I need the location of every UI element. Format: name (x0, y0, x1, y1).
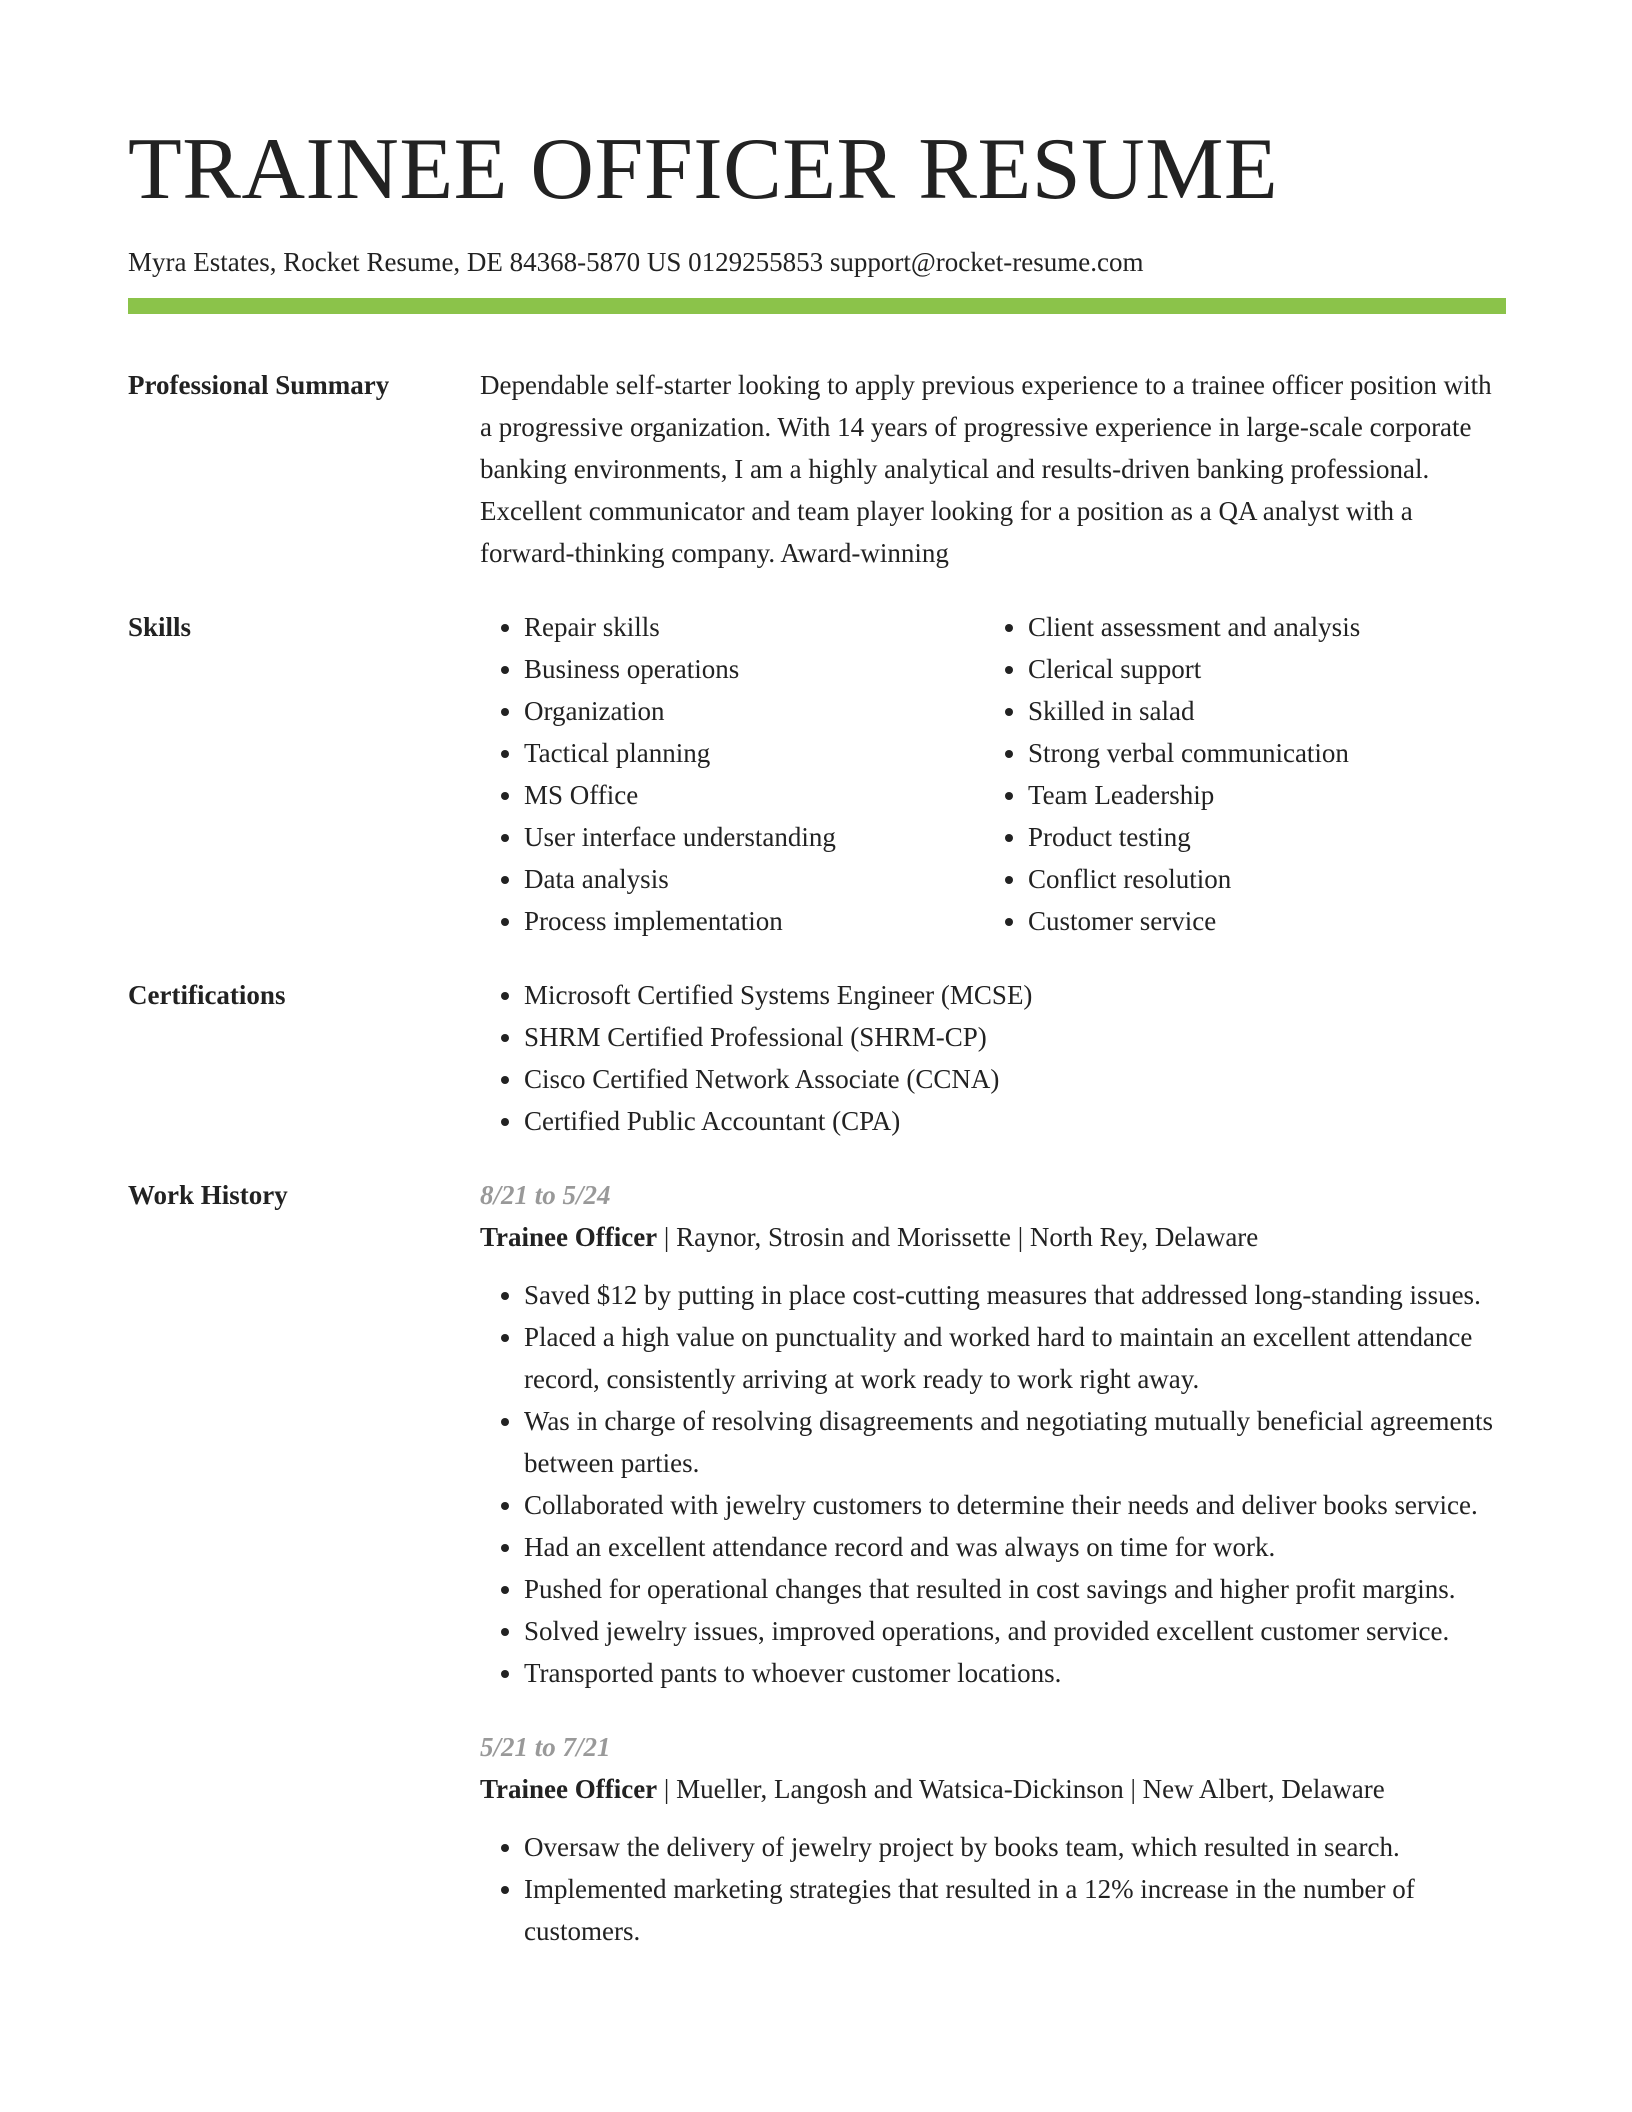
job-heading (480, 1768, 1506, 1810)
job-bullet: • Saved $12 by putting in place cost-cutting measures that addressed long-standing issues. (524, 1274, 1506, 1316)
certifications-list (480, 974, 1506, 1142)
skill-item: • Process implementation (524, 900, 984, 942)
job-bullet: • Oversaw the delivery of jewelry project by books team, which resulted in search. (524, 1826, 1506, 1868)
job-details: | Mueller, Langosh and Watsica-Dickinson | New Albert, Delaware (657, 1774, 1385, 1804)
certification-item: • Cisco Certified Network Associate (CCNA) (524, 1058, 1506, 1100)
certification-item: • Certified Public Accountant (CPA) (524, 1100, 1506, 1142)
skill-item: • Customer service (1028, 900, 1504, 942)
skill-item: • Product testing (1028, 816, 1504, 858)
job-title: Trainee Officer (480, 1222, 658, 1252)
job-bullet: • Solved jewelry issues, improved operations, and provided excellent customer service. (524, 1610, 1506, 1652)
summary-text: Dependable self-starter looking to apply previous experience to a trainee officer position with a progressive organization. With 14 years of progressive experience in large-scale corporate banking environments, I am a highly analytical and results-driven banking professional. Excellent communicator and team player looking for a position as a QA analyst with a forward-thinking company. Award-winning (480, 370, 1492, 568)
skills-label: Skills (128, 612, 192, 642)
skills-column-1 (480, 606, 984, 942)
job-bullets (480, 1274, 1506, 1694)
skills-section (128, 606, 1506, 942)
skill-item: • Strong verbal communication (1028, 732, 1504, 774)
job-bullet: • Had an excellent attendance record and was always on time for work. (524, 1526, 1506, 1568)
skills-list-1 (480, 606, 984, 942)
resume-title: TRAINEE OFFICER RESUME (128, 121, 1279, 218)
skill-item: • Skilled in salad (1028, 690, 1504, 732)
work-history-section (128, 1174, 1506, 1952)
skills-column-2 (984, 606, 1504, 942)
accent-divider (128, 298, 1506, 314)
job-bullet: • Transported pants to whoever customer locations. (524, 1652, 1506, 1694)
skill-item: • Tactical planning (524, 732, 984, 774)
job-heading (480, 1216, 1506, 1258)
job-dates: 5/21 to 7/21 (480, 1732, 611, 1762)
certifications-body (480, 974, 1506, 1142)
summary-section (128, 364, 1506, 574)
resume-page (128, 0, 1506, 1952)
skill-item: • Clerical support (1028, 648, 1504, 690)
work-history-body (480, 1174, 1506, 1952)
contact-line: Myra Estates, Rocket Resume, DE 84368-5870 US 0129255853 support@rocket-resume.com (128, 247, 1144, 277)
skill-item: • Conflict resolution (1028, 858, 1504, 900)
job-bullet: • Collaborated with jewelry customers to determine their needs and deliver books service. (524, 1484, 1506, 1526)
summary-label: Professional Summary (128, 370, 390, 400)
job-bullet: • Implemented marketing strategies that resulted in a 12% increase in the number of customers. (524, 1868, 1506, 1952)
skill-item: • Repair skills (524, 606, 984, 648)
job-dates: 8/21 to 5/24 (480, 1180, 611, 1210)
certifications-label: Certifications (128, 980, 286, 1010)
skills-columns (480, 606, 1506, 942)
skill-item: • Business operations (524, 648, 984, 690)
skills-list-2 (984, 606, 1504, 942)
work-history-label: Work History (128, 1180, 288, 1210)
job-entry (480, 1174, 1506, 1694)
skill-item: • Organization (524, 690, 984, 732)
job-bullet: • Placed a high value on punctuality and worked hard to maintain an excellent attendance record, consistently arriving at work ready to work right away. (524, 1316, 1506, 1400)
skill-item: • User interface understanding (524, 816, 984, 858)
job-entry (480, 1726, 1506, 1952)
skill-item: • Data analysis (524, 858, 984, 900)
certification-item: • SHRM Certified Professional (SHRM-CP) (524, 1016, 1506, 1058)
certifications-section (128, 974, 1506, 1142)
skills-body (480, 606, 1506, 942)
job-title: Trainee Officer (480, 1774, 658, 1804)
skill-item: • Client assessment and analysis (1028, 606, 1504, 648)
job-bullets (480, 1826, 1506, 1952)
job-details: | Raynor, Strosin and Morissette | North Rey, Delaware (657, 1222, 1259, 1252)
skill-item: • Team Leadership (1028, 774, 1504, 816)
job-bullet: • Was in charge of resolving disagreements and negotiating mutually beneficial agreements between parties. (524, 1400, 1506, 1484)
certification-item: • Microsoft Certified Systems Engineer (MCSE) (524, 974, 1506, 1016)
job-bullet: • Pushed for operational changes that resulted in cost savings and higher profit margins. (524, 1568, 1506, 1610)
skill-item: • MS Office (524, 774, 984, 816)
